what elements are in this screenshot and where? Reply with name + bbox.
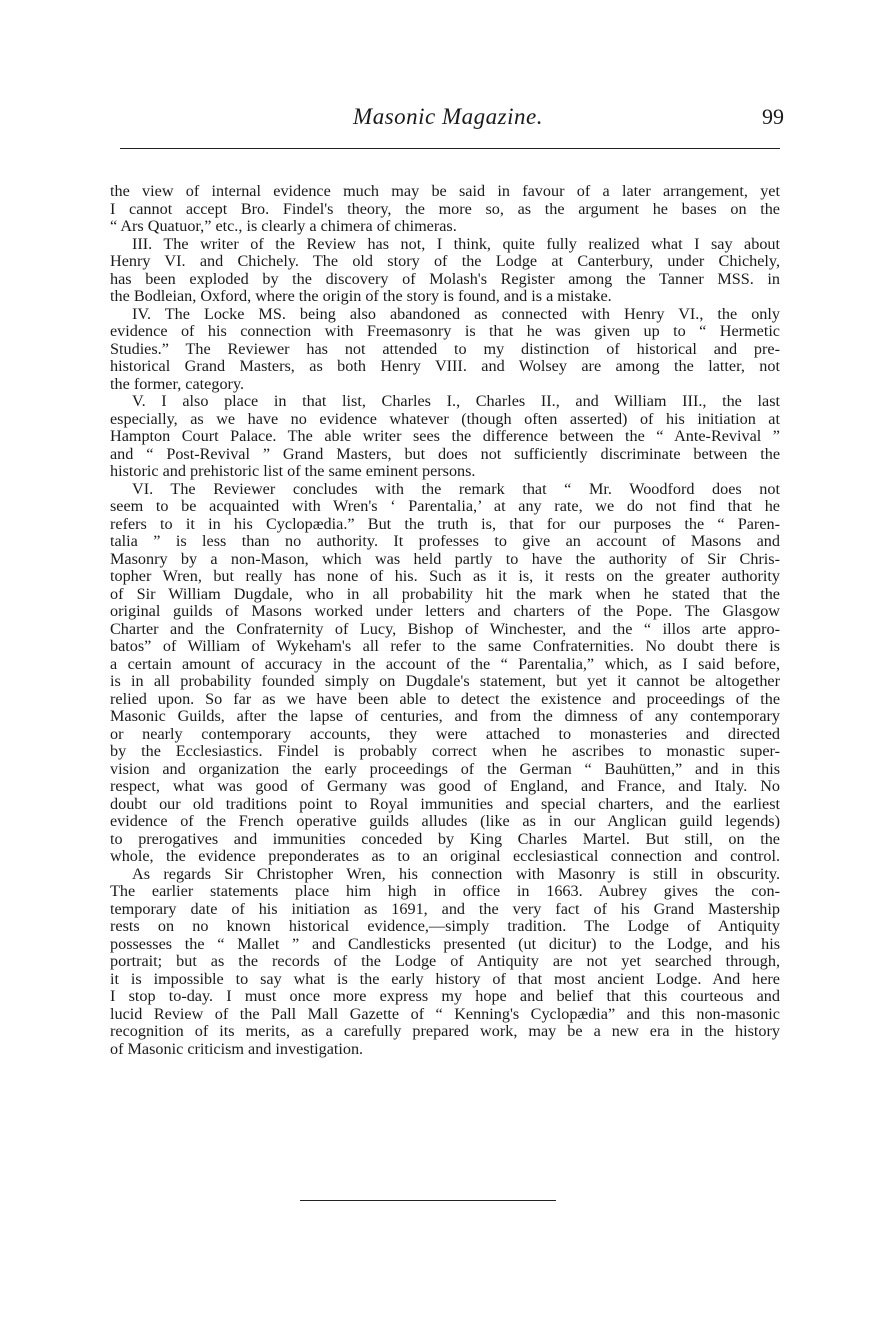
- text-line: the former, category.: [110, 374, 245, 393]
- text-line: especially, as we have no evidence whatever (though often asserted) of his initiation at: [110, 409, 780, 428]
- text-line: of Sir William Dugdale, who in all probability hit the mark when he stated that the: [110, 584, 780, 603]
- text-line: it is impossible to say what is the early history of that most ancient Lodge. And here: [110, 969, 780, 988]
- text-line: “ Ars Quatuor,” etc., is clearly a chimera of chimeras.: [110, 217, 457, 235]
- text-line: or nearly contemporary accounts, they were attached to monasteries and directed: [110, 724, 780, 743]
- page-number: 99: [762, 104, 784, 129]
- text-line: The earlier statements place him high in office in 1663. Aubrey gives the con-: [110, 882, 780, 900]
- text-line: historical Grand Masters, as both Henry VIII. and Wolsey are among the latter, not: [110, 357, 780, 375]
- text-line: possesses the “ Mallet ” and Candlesticks presented (ut dicitur) to the Lodge, and his: [110, 934, 780, 953]
- text-line: temporary date of his initiation as 1691, and the very fact of his Grand Mastership: [110, 899, 780, 918]
- text-line: V. I also place in that list, Charles I., Charles II., and William III., the last: [132, 392, 780, 410]
- text-line: has been exploded by the discovery of Molash's Register among the Tanner MSS. in: [110, 269, 780, 288]
- text-line: As regards Sir Christopher Wren, his connection with Masonry is still in obscurity.: [132, 864, 780, 883]
- closing-rule: [300, 1200, 556, 1201]
- text-line: VI. The Reviewer concludes with the remark that “ Mr. Woodford does not: [132, 479, 780, 498]
- text-line: talia ” is less than no authority. It professes to give an account of Masons and: [110, 532, 780, 550]
- text-line: and “ Post-Revival ” Grand Masters, but does not sufficiently discriminate between the: [110, 444, 780, 463]
- text-line: refers to it in his Cyclopædia.” But the truth is, that for our purposes the “ Paren-: [110, 514, 780, 533]
- text-line: the view of internal evidence much may be said in favour of a later arrangement, yet: [110, 182, 780, 200]
- text-line: original guilds of Masons worked under letters and charters of the Pope. The Glasgow: [110, 602, 780, 620]
- header-rule: [120, 148, 780, 149]
- running-title: Masonic Magazine.: [353, 104, 543, 129]
- text-line: topher Wren, but really has none of his. Such as it is, it rests on the greater authority: [110, 567, 780, 585]
- text-line: Henry VI. and Chichely. The old story of the Lodge at Canterbury, under Chichely,: [110, 252, 780, 270]
- text-line: by the Ecclesiastics. Findel is probably correct when he ascribes to monastic super-: [110, 742, 780, 760]
- text-line: I cannot accept Bro. Findel's theory, the more so, as the argument he bases on the: [110, 199, 780, 218]
- text-line: whole, the evidence preponderates as to an original ecclesiastical connection and control.: [110, 847, 780, 865]
- article-body: [110, 183, 780, 1058]
- text-line: of Masonic criticism and investigation.: [110, 1039, 364, 1058]
- text-line: Masonry by a non-Mason, which was held partly to have the authority of Sir Chris-: [110, 549, 780, 568]
- text-line: IV. The Locke MS. being also abandoned as connected with Henry VI., the only: [132, 304, 780, 323]
- text-line: Masonic Guilds, after the lapse of centuries, and from the dimness of any contemporary: [110, 707, 780, 725]
- text-line: rests on no known historical evidence,—simply tradition. The Lodge of Antiquity: [110, 917, 780, 935]
- text-line: the Bodleian, Oxford, where the origin of the story is found, and is a mistake.: [110, 287, 612, 305]
- text-line: to prerogatives and immunities conceded by King Charles Martel. But still, on the: [110, 829, 780, 848]
- text-line: III. The writer of the Review has not, I think, quite fully realized what I say about: [132, 234, 780, 253]
- text-line: vision and organization the early proceedings of the German “ Bauhütten,” and in this: [110, 759, 780, 778]
- text-line: Studies.” The Reviewer has not attended to my distinction of historical and pre-: [110, 339, 780, 358]
- text-line: Charter and the Confraternity of Lucy, Bishop of Winchester, and the “ illos arte appro-: [110, 619, 780, 638]
- text-line: seem to be acquainted with Wren's ‘ Parentalia,’ at any rate, we do not find that he: [110, 497, 780, 515]
- text-line: I stop to-day. I must once more express my hope and belief that this courteous and: [110, 987, 780, 1005]
- text-line: relied upon. So far as we have been able to detect the existence and proceedings of the: [110, 689, 780, 708]
- text-line: respect, what was good of Germany was good of England, and France, and Italy. No: [110, 777, 780, 795]
- text-line: Hampton Court Palace. The able writer sees the difference between the “ Ante-Revival ”: [110, 427, 780, 445]
- text-line: evidence of the French operative guilds alludes (like as in our Anglican guild legends): [110, 812, 780, 830]
- text-line: lucid Review of the Pall Mall Gazette of “ Kenning's Cyclopædia” and this non-masonic: [110, 1004, 780, 1023]
- text-line: batos” of William of Wykeham's all refer to the same Confraternities. No doubt there is: [110, 637, 780, 655]
- text-line: evidence of his connection with Freemasonry is that he was given up to “ Hermetic: [110, 322, 780, 340]
- text-line: recognition of its merits, as a carefully prepared work, may be a new era in the history: [110, 1022, 780, 1040]
- text-line: portrait; but as the records of the Lodge of Antiquity are not yet searched through,: [110, 952, 780, 970]
- running-head: [118, 104, 784, 140]
- text-line: a certain amount of accuracy in the account of the “ Parentalia,” which, as I said before,: [110, 654, 780, 673]
- text-line: historic and prehistoric list of the same eminent persons.: [110, 462, 476, 480]
- text-line: is in all probability founded simply on Dugdale's statement, but yet it cannot be altogether: [110, 672, 780, 690]
- text-line: doubt our old traditions point to Royal immunities and special charters, and the earliest: [110, 794, 780, 813]
